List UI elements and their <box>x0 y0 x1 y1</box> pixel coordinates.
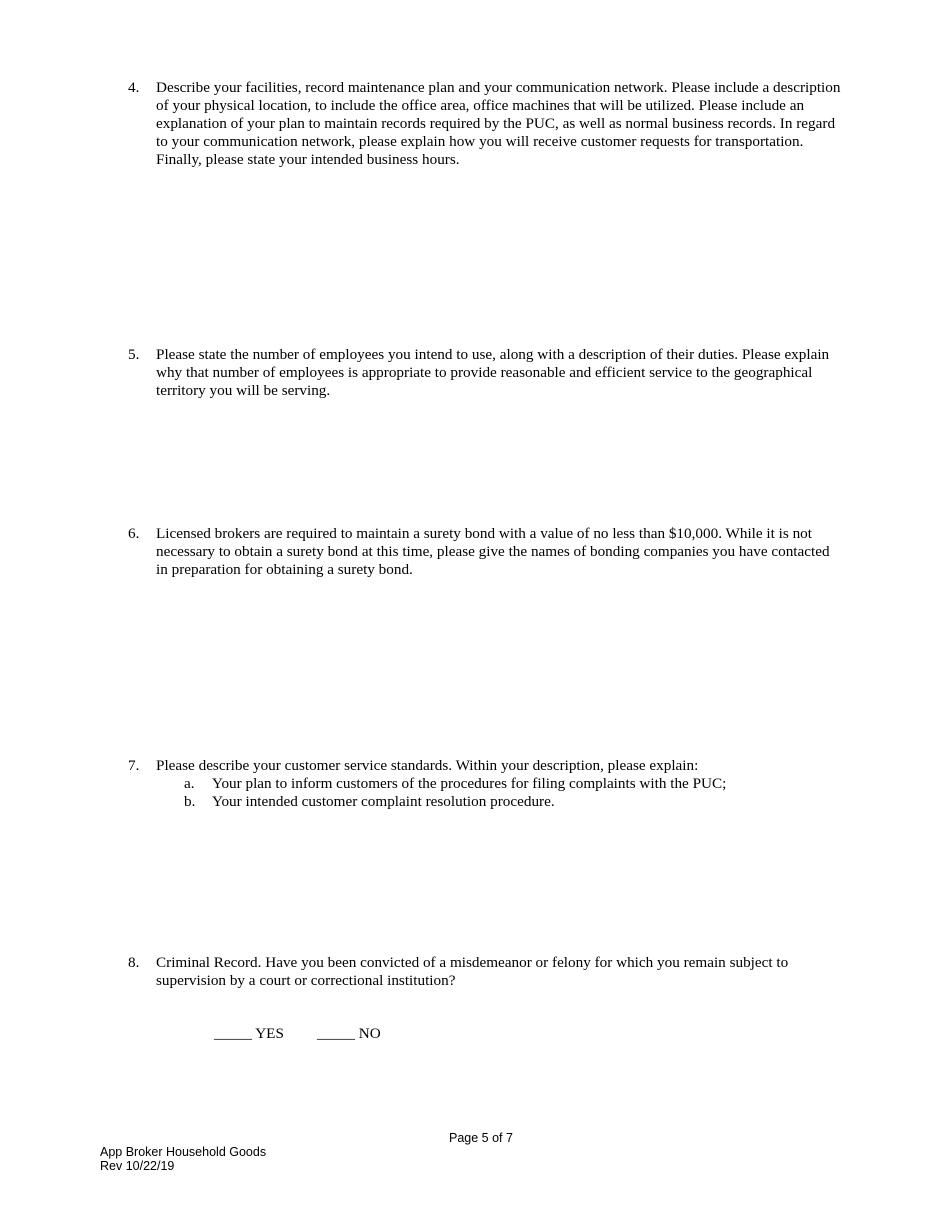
no-answer-blank[interactable]: _____ NO <box>317 1025 381 1042</box>
question-text: Please state the number of employees you intend to use, along with a description of their duties. Please explain why that number of employees is appropriate to provide reasonable and efficient service to the geographical territory you will be serving. <box>156 346 830 399</box>
question-6 <box>128 525 868 579</box>
question-number: 4. <box>128 79 140 96</box>
question-8 <box>128 954 868 990</box>
question-text: Criminal Record. Have you been convicted of a misdemeanor or felony for which you remain subject to supervision by a court or correctional institution? <box>156 954 789 989</box>
question-number: 5. <box>128 346 140 363</box>
yes-answer-blank[interactable]: _____ YES <box>214 1025 284 1042</box>
form-revision: Rev 10/22/19 <box>100 1159 175 1173</box>
subitem-text: Your intended customer complaint resolution procedure. <box>212 793 555 810</box>
question-text: Describe your facilities, record maintenance plan and your communication network. Please include a description of your physical location, to include the office area, office machines that will be utilized. Please include an explanation of your plan to maintain records required by the PUC, as well as normal business records. In regard to your communication network, please explain how you will receive customer requests for transportation. Finally, please state your intended business hours. <box>156 79 841 168</box>
page-number: Page 5 of 7 <box>449 1131 513 1145</box>
subitem-text: Your plan to inform customers of the procedures for filing complaints with the PUC; <box>212 775 727 792</box>
subitem-letter: a. <box>184 775 195 792</box>
question-number: 6. <box>128 525 140 542</box>
question-text: Licensed brokers are required to maintain a surety bond with a value of no less than $10,000. While it is not necessary to obtain a surety bond at this time, please give the names of bonding companies you have contacted in preparation for obtaining a surety bond. <box>156 525 830 578</box>
question-number: 8. <box>128 954 140 971</box>
question-text: Please describe your customer service standards. Within your description, please explain: <box>156 757 699 774</box>
question-4 <box>128 79 868 169</box>
question-number: 7. <box>128 757 140 774</box>
form-name: App Broker Household Goods <box>100 1145 267 1159</box>
question-7-subitem-b <box>184 793 555 811</box>
question-7 <box>128 757 868 775</box>
question-7-subitem-a <box>184 775 726 793</box>
subitem-letter: b. <box>184 793 196 810</box>
question-5 <box>128 346 868 400</box>
